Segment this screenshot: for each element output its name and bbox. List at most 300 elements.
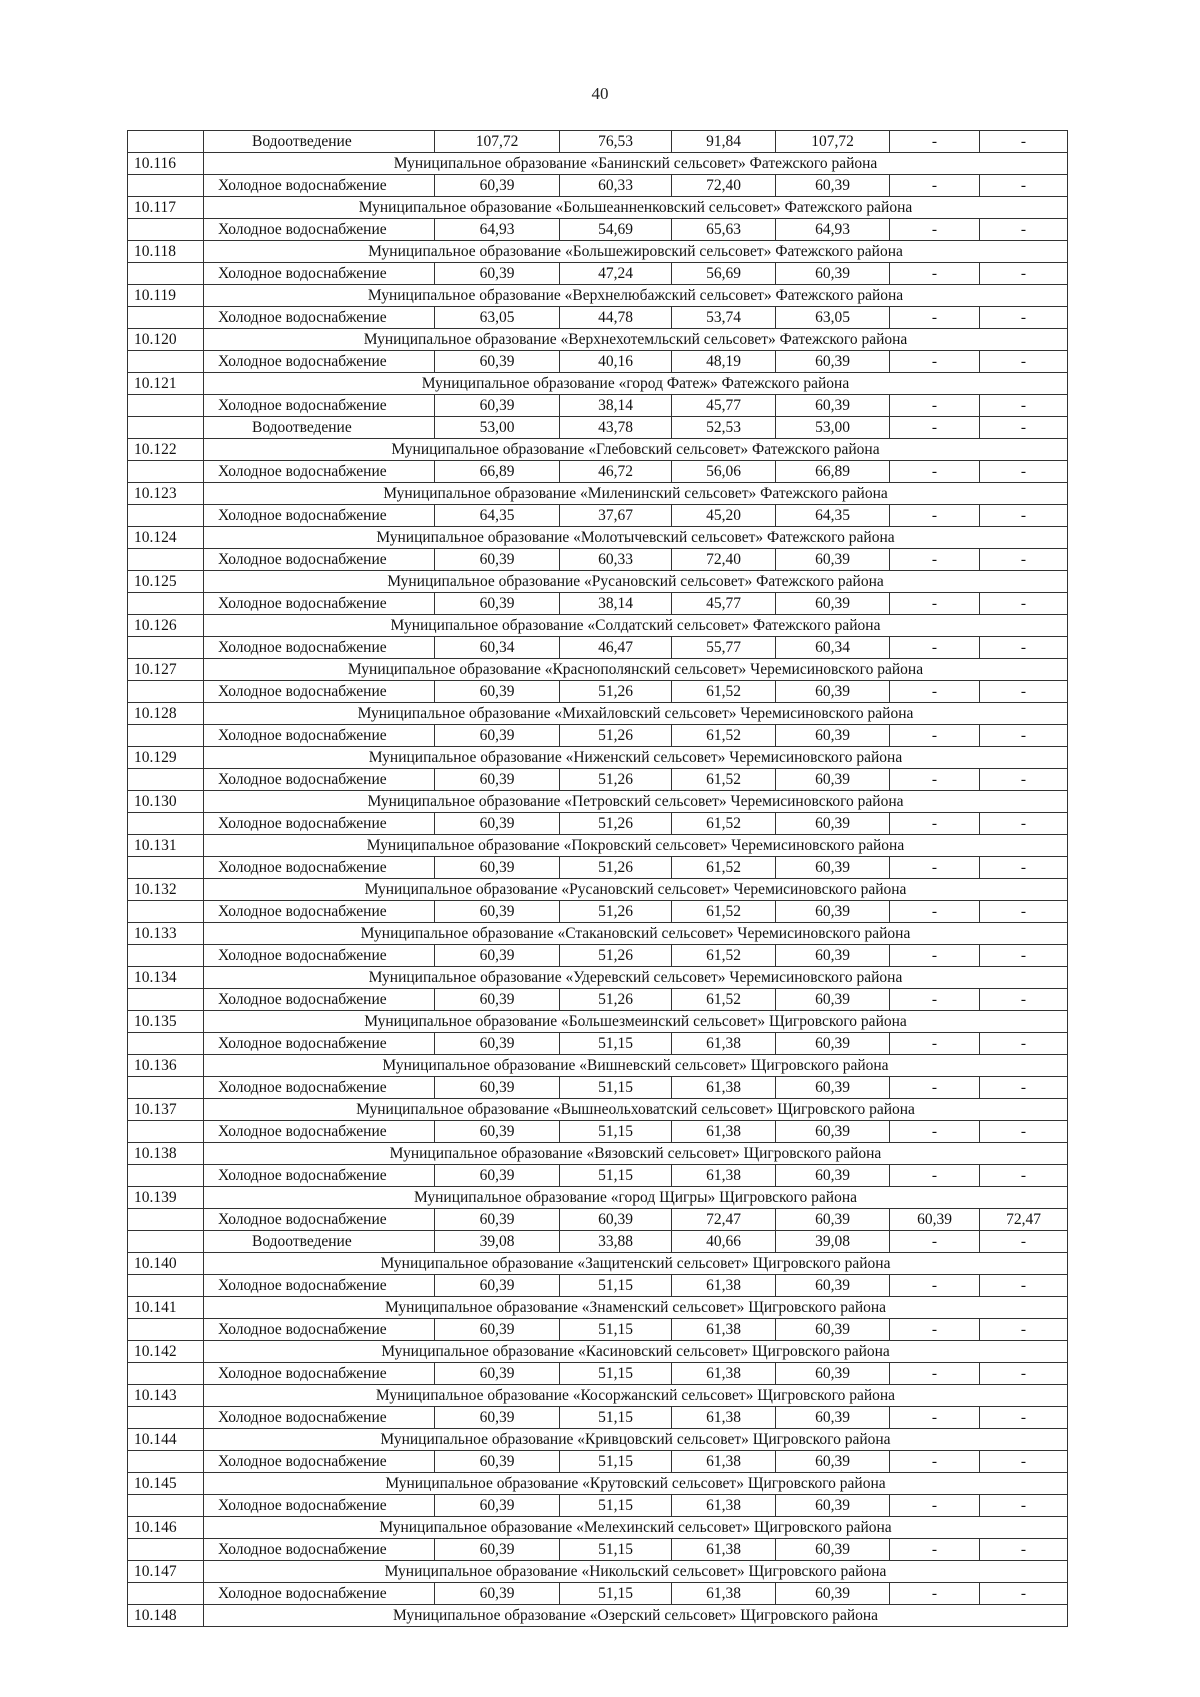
service-row — [128, 1495, 1068, 1517]
municipality-title: Муниципальное образование «Ниженский сельсовет» Черемисиновского района — [204, 747, 1068, 769]
tariff-value-cell: 51,15 — [560, 1121, 672, 1143]
service-row — [128, 989, 1068, 1011]
tariff-value-cell: 60,39 — [776, 1583, 890, 1605]
tariff-value-cell: 60,39 — [776, 1539, 890, 1561]
tariff-value-cell: 51,26 — [560, 813, 672, 835]
tariff-value-cell: 60,39 — [435, 395, 560, 417]
tariff-value-cell: 60,33 — [560, 549, 672, 571]
service-name: Холодное водоснабжение — [204, 1583, 435, 1605]
tariff-value-cell: 51,15 — [560, 1495, 672, 1517]
tariff-value-cell: 60,34 — [435, 637, 560, 659]
tariff-value-cell: 60,39 — [435, 681, 560, 703]
tariff-value-cell: 91,84 — [672, 131, 776, 153]
tariff-value-cell: 61,38 — [672, 1033, 776, 1055]
service-name: Холодное водоснабжение — [204, 593, 435, 615]
tariff-value-cell: 53,00 — [435, 417, 560, 439]
tariff-value-cell: - — [980, 1319, 1068, 1341]
tariff-value-cell: - — [890, 351, 980, 373]
service-name: Холодное водоснабжение — [204, 901, 435, 923]
tariff-value-cell: 60,39 — [776, 549, 890, 571]
tariff-value-cell: - — [980, 1407, 1068, 1429]
tariff-value-cell: 51,26 — [560, 857, 672, 879]
tariff-value-cell: - — [890, 637, 980, 659]
tariff-value-cell: 47,24 — [560, 263, 672, 285]
service-row — [128, 1121, 1068, 1143]
tariff-value-cell: - — [980, 945, 1068, 967]
tariff-value-cell: 46,47 — [560, 637, 672, 659]
municipality-header-row — [128, 329, 1068, 351]
service-name: Холодное водоснабжение — [204, 945, 435, 967]
tariff-value-cell: 60,39 — [776, 1165, 890, 1187]
tariff-value-cell: 60,39 — [435, 945, 560, 967]
row-number — [128, 461, 204, 483]
tariff-value-cell: - — [980, 1033, 1068, 1055]
row-number — [128, 593, 204, 615]
tariff-value-cell: 60,39 — [435, 1077, 560, 1099]
service-name: Холодное водоснабжение — [204, 1165, 435, 1187]
tariff-value-cell: 56,69 — [672, 263, 776, 285]
municipality-title: Муниципальное образование «город Фатеж» Фатежского района — [204, 373, 1068, 395]
municipality-header-row — [128, 439, 1068, 461]
tariff-value-cell: - — [980, 813, 1068, 835]
tariff-value-cell: 61,38 — [672, 1121, 776, 1143]
municipality-title: Муниципальное образование «Вишневский сельсовет» Щигровского района — [204, 1055, 1068, 1077]
tariff-value-cell: 44,78 — [560, 307, 672, 329]
municipality-title: Муниципальное образование «Солдатский сельсовет» Фатежского района — [204, 615, 1068, 637]
municipality-title: Муниципальное образование «Русановский сельсовет» Фатежского района — [204, 571, 1068, 593]
tariff-value-cell: 60,39 — [435, 1539, 560, 1561]
service-row — [128, 1583, 1068, 1605]
service-name: Холодное водоснабжение — [204, 395, 435, 417]
row-number — [128, 637, 204, 659]
municipality-header-row — [128, 1143, 1068, 1165]
tariff-value-cell: 61,52 — [672, 989, 776, 1011]
tariff-value-cell: 60,39 — [435, 351, 560, 373]
service-name: Холодное водоснабжение — [204, 1121, 435, 1143]
row-number: 10.137 — [128, 1099, 204, 1121]
tariff-value-cell: 60,39 — [776, 1275, 890, 1297]
service-row — [128, 1077, 1068, 1099]
service-row — [128, 637, 1068, 659]
municipality-title: Муниципальное образование «Удеревский сельсовет» Черемисиновского района — [204, 967, 1068, 989]
tariff-value-cell: - — [980, 1451, 1068, 1473]
tariff-value-cell: 52,53 — [672, 417, 776, 439]
tariff-value-cell: 33,88 — [560, 1231, 672, 1253]
service-name: Водоотведение — [204, 1231, 435, 1253]
tariff-value-cell: 61,38 — [672, 1077, 776, 1099]
service-name: Холодное водоснабжение — [204, 307, 435, 329]
row-number: 10.139 — [128, 1187, 204, 1209]
row-number — [128, 175, 204, 197]
row-number: 10.117 — [128, 197, 204, 219]
tariff-value-cell: 60,39 — [776, 1121, 890, 1143]
municipality-title: Муниципальное образование «Миленинский сельсовет» Фатежского района — [204, 483, 1068, 505]
tariff-value-cell: - — [980, 901, 1068, 923]
municipality-header-row — [128, 1011, 1068, 1033]
tariff-value-cell: 51,26 — [560, 901, 672, 923]
municipality-header-row — [128, 571, 1068, 593]
service-name: Холодное водоснабжение — [204, 1407, 435, 1429]
row-number — [128, 1451, 204, 1473]
municipality-header-row — [128, 1253, 1068, 1275]
tariff-value-cell: 60,39 — [890, 1209, 980, 1231]
service-row — [128, 1363, 1068, 1385]
row-number — [128, 681, 204, 703]
tariff-value-cell: 60,39 — [776, 945, 890, 967]
row-number: 10.138 — [128, 1143, 204, 1165]
tariff-value-cell: - — [890, 175, 980, 197]
tariff-value-cell: - — [980, 1231, 1068, 1253]
row-number: 10.136 — [128, 1055, 204, 1077]
service-name: Холодное водоснабжение — [204, 1319, 435, 1341]
tariff-value-cell: - — [980, 307, 1068, 329]
tariff-value-cell: 60,39 — [435, 1033, 560, 1055]
tariff-value-cell: - — [980, 681, 1068, 703]
tariff-value-cell: - — [980, 175, 1068, 197]
tariff-value-cell: 60,39 — [776, 725, 890, 747]
tariff-value-cell: 45,77 — [672, 593, 776, 615]
tariff-value-cell: 60,39 — [776, 857, 890, 879]
service-name: Холодное водоснабжение — [204, 1077, 435, 1099]
tariff-value-cell: 61,52 — [672, 857, 776, 879]
tariff-value-cell: - — [890, 1407, 980, 1429]
municipality-header-row — [128, 1297, 1068, 1319]
service-row — [128, 1209, 1068, 1231]
tariff-value-cell: 60,39 — [435, 725, 560, 747]
municipality-header-row — [128, 1561, 1068, 1583]
tariff-value-cell: 60,39 — [776, 1209, 890, 1231]
tariff-value-cell: 60,39 — [776, 351, 890, 373]
service-name: Холодное водоснабжение — [204, 219, 435, 241]
tariff-value-cell: 107,72 — [776, 131, 890, 153]
tariff-value-cell: 51,26 — [560, 945, 672, 967]
service-row — [128, 461, 1068, 483]
row-number: 10.145 — [128, 1473, 204, 1495]
municipality-title: Муниципальное образование «Стакановский сельсовет» Черемисиновского района — [204, 923, 1068, 945]
tariff-value-cell: 66,89 — [435, 461, 560, 483]
tariff-value-cell: 61,52 — [672, 725, 776, 747]
row-number: 10.132 — [128, 879, 204, 901]
tariff-value-cell: - — [980, 1165, 1068, 1187]
row-number: 10.119 — [128, 285, 204, 307]
row-number — [128, 1231, 204, 1253]
row-number: 10.147 — [128, 1561, 204, 1583]
service-name: Холодное водоснабжение — [204, 1495, 435, 1517]
row-number: 10.134 — [128, 967, 204, 989]
row-number: 10.127 — [128, 659, 204, 681]
municipality-title: Муниципальное образование «Озерский сельсовет» Щигровского района — [204, 1605, 1068, 1627]
tariff-value-cell: - — [890, 395, 980, 417]
service-row — [128, 1033, 1068, 1055]
service-name: Холодное водоснабжение — [204, 175, 435, 197]
municipality-header-row — [128, 197, 1068, 219]
tariff-value-cell: 61,38 — [672, 1319, 776, 1341]
tariff-value-cell: - — [980, 417, 1068, 439]
tariff-value-cell: 60,39 — [435, 1583, 560, 1605]
service-row — [128, 1275, 1068, 1297]
tariff-value-cell: 60,39 — [776, 769, 890, 791]
municipality-header-row — [128, 373, 1068, 395]
tariff-value-cell: 60,39 — [560, 1209, 672, 1231]
municipality-header-row — [128, 1473, 1068, 1495]
municipality-header-row — [128, 241, 1068, 263]
tariff-value-cell: - — [890, 549, 980, 571]
row-number — [128, 901, 204, 923]
service-name: Холодное водоснабжение — [204, 1539, 435, 1561]
tariff-value-cell: - — [890, 857, 980, 879]
tariff-value-cell: - — [890, 461, 980, 483]
tariff-value-cell: 64,93 — [776, 219, 890, 241]
tariff-value-cell: - — [980, 1539, 1068, 1561]
tariff-value-cell: 65,63 — [672, 219, 776, 241]
tariff-value-cell: 61,52 — [672, 681, 776, 703]
tariff-value-cell: - — [980, 219, 1068, 241]
row-number: 10.125 — [128, 571, 204, 593]
tariff-value-cell: - — [980, 989, 1068, 1011]
tariff-value-cell: 55,77 — [672, 637, 776, 659]
tariff-value-cell: - — [980, 395, 1068, 417]
tariff-value-cell: - — [980, 505, 1068, 527]
municipality-title: Муниципальное образование «Никольский сельсовет» Щигровского района — [204, 1561, 1068, 1583]
row-number: 10.130 — [128, 791, 204, 813]
municipality-header-row — [128, 285, 1068, 307]
tariff-value-cell: - — [890, 945, 980, 967]
service-name: Холодное водоснабжение — [204, 351, 435, 373]
municipality-title: Муниципальное образование «Вязовский сельсовет» Щигровского района — [204, 1143, 1068, 1165]
tariff-value-cell: 60,39 — [435, 1121, 560, 1143]
tariff-value-cell: 51,15 — [560, 1319, 672, 1341]
tariff-value-cell: - — [890, 417, 980, 439]
service-row — [128, 263, 1068, 285]
tariff-value-cell: 61,38 — [672, 1275, 776, 1297]
municipality-header-row — [128, 703, 1068, 725]
municipality-header-row — [128, 1187, 1068, 1209]
municipality-title: Муниципальное образование «Глебовский сельсовет» Фатежского района — [204, 439, 1068, 461]
tariff-value-cell: 60,39 — [435, 1319, 560, 1341]
tariff-value-cell: 64,35 — [435, 505, 560, 527]
municipality-header-row — [128, 1429, 1068, 1451]
service-name: Холодное водоснабжение — [204, 769, 435, 791]
tariff-value-cell: - — [980, 263, 1068, 285]
row-number — [128, 725, 204, 747]
tariff-value-cell: 51,15 — [560, 1077, 672, 1099]
service-row — [128, 901, 1068, 923]
tariff-value-cell: 107,72 — [435, 131, 560, 153]
tariff-value-cell: 38,14 — [560, 593, 672, 615]
table-body — [128, 131, 1068, 1627]
service-name: Холодное водоснабжение — [204, 1033, 435, 1055]
service-name: Холодное водоснабжение — [204, 263, 435, 285]
tariff-value-cell: - — [890, 1231, 980, 1253]
tariff-value-cell: 51,15 — [560, 1165, 672, 1187]
row-number — [128, 395, 204, 417]
tariff-value-cell: - — [890, 813, 980, 835]
service-name: Водоотведение — [204, 131, 435, 153]
service-name: Холодное водоснабжение — [204, 813, 435, 835]
tariff-value-cell: 46,72 — [560, 461, 672, 483]
tariff-value-cell: 66,89 — [776, 461, 890, 483]
municipality-title: Муниципальное образование «Молотычевский сельсовет» Фатежского района — [204, 527, 1068, 549]
service-name: Холодное водоснабжение — [204, 549, 435, 571]
tariff-value-cell: 60,39 — [776, 175, 890, 197]
row-number: 10.124 — [128, 527, 204, 549]
tariff-value-cell: 60,39 — [435, 989, 560, 1011]
tariff-value-cell: - — [980, 1583, 1068, 1605]
service-row — [128, 131, 1068, 153]
tariff-value-cell: 60,39 — [435, 1407, 560, 1429]
tariff-value-cell: - — [980, 725, 1068, 747]
municipality-title: Муниципальное образование «Вышнеольховатский сельсовет» Щигровского района — [204, 1099, 1068, 1121]
tariff-value-cell: 45,20 — [672, 505, 776, 527]
tariff-value-cell: - — [890, 219, 980, 241]
row-number — [128, 1033, 204, 1055]
row-number: 10.129 — [128, 747, 204, 769]
service-name: Водоотведение — [204, 417, 435, 439]
service-row — [128, 769, 1068, 791]
tariff-value-cell: 54,69 — [560, 219, 672, 241]
row-number: 10.146 — [128, 1517, 204, 1539]
service-row — [128, 813, 1068, 835]
row-number — [128, 1077, 204, 1099]
tariff-value-cell: - — [890, 307, 980, 329]
tariff-value-cell: - — [890, 1033, 980, 1055]
tariff-value-cell: 51,26 — [560, 725, 672, 747]
municipality-title: Муниципальное образование «Банинский сельсовет» Фатежского района — [204, 153, 1068, 175]
tariff-value-cell: - — [980, 461, 1068, 483]
tariff-value-cell: 60,39 — [776, 1407, 890, 1429]
tariff-value-cell: 60,39 — [435, 593, 560, 615]
tariff-value-cell: - — [890, 1275, 980, 1297]
row-number — [128, 945, 204, 967]
row-number — [128, 1495, 204, 1517]
tariff-value-cell: 60,39 — [435, 1165, 560, 1187]
service-name: Холодное водоснабжение — [204, 461, 435, 483]
service-name: Холодное водоснабжение — [204, 505, 435, 527]
tariff-value-cell: 72,47 — [672, 1209, 776, 1231]
municipality-header-row — [128, 483, 1068, 505]
tariff-value-cell: 60,39 — [435, 813, 560, 835]
tariff-value-cell: 61,52 — [672, 769, 776, 791]
tariff-value-cell: 60,33 — [560, 175, 672, 197]
municipality-header-row — [128, 153, 1068, 175]
tariff-value-cell: 60,39 — [776, 263, 890, 285]
municipality-header-row — [128, 1605, 1068, 1627]
row-number: 10.140 — [128, 1253, 204, 1275]
tariff-value-cell: 60,39 — [435, 1495, 560, 1517]
row-number — [128, 1165, 204, 1187]
tariff-value-cell: 60,39 — [776, 1495, 890, 1517]
municipality-header-row — [128, 747, 1068, 769]
municipality-header-row — [128, 1341, 1068, 1363]
tariff-value-cell: 72,40 — [672, 175, 776, 197]
service-row — [128, 1451, 1068, 1473]
tariff-value-cell: - — [890, 1165, 980, 1187]
tariff-value-cell: - — [890, 725, 980, 747]
tariff-value-cell: 60,39 — [435, 901, 560, 923]
tariff-value-cell: - — [890, 901, 980, 923]
service-row — [128, 945, 1068, 967]
tariff-value-cell: - — [980, 1077, 1068, 1099]
row-number: 10.122 — [128, 439, 204, 461]
row-number: 10.143 — [128, 1385, 204, 1407]
tariff-value-cell: - — [890, 1583, 980, 1605]
row-number: 10.148 — [128, 1605, 204, 1627]
row-number: 10.116 — [128, 153, 204, 175]
municipality-header-row — [128, 791, 1068, 813]
tariff-value-cell: 37,67 — [560, 505, 672, 527]
tariff-value-cell: - — [890, 263, 980, 285]
municipality-header-row — [128, 923, 1068, 945]
tariff-value-cell: - — [980, 131, 1068, 153]
tariff-value-cell: - — [980, 1495, 1068, 1517]
tariff-value-cell: - — [890, 1451, 980, 1473]
service-row — [128, 593, 1068, 615]
service-row — [128, 725, 1068, 747]
municipality-title: Муниципальное образование «Защитенский сельсовет» Щигровского района — [204, 1253, 1068, 1275]
service-name: Холодное водоснабжение — [204, 637, 435, 659]
service-name: Холодное водоснабжение — [204, 1451, 435, 1473]
tariff-value-cell: 43,78 — [560, 417, 672, 439]
tariff-value-cell: 61,38 — [672, 1583, 776, 1605]
service-row — [128, 219, 1068, 241]
municipality-title: Муниципальное образование «Петровский сельсовет» Черемисиновского района — [204, 791, 1068, 813]
tariff-value-cell: 45,77 — [672, 395, 776, 417]
tariff-value-cell: 51,26 — [560, 769, 672, 791]
row-number — [128, 813, 204, 835]
tariff-value-cell: 61,38 — [672, 1407, 776, 1429]
tariff-value-cell: 60,39 — [776, 593, 890, 615]
row-number: 10.120 — [128, 329, 204, 351]
tariff-value-cell: 38,14 — [560, 395, 672, 417]
tariff-value-cell: - — [890, 1121, 980, 1143]
municipality-title: Муниципальное образование «Большезмеинский сельсовет» Щигровского района — [204, 1011, 1068, 1033]
tariff-value-cell: 51,15 — [560, 1451, 672, 1473]
municipality-header-row — [128, 615, 1068, 637]
service-row — [128, 307, 1068, 329]
tariff-value-cell: 51,15 — [560, 1407, 672, 1429]
tariff-value-cell: 51,26 — [560, 681, 672, 703]
service-row — [128, 395, 1068, 417]
tariff-value-cell: 60,39 — [435, 175, 560, 197]
row-number: 10.126 — [128, 615, 204, 637]
tariff-value-cell: - — [890, 505, 980, 527]
row-number — [128, 417, 204, 439]
row-number — [128, 769, 204, 791]
tariff-value-cell: - — [980, 593, 1068, 615]
tariff-value-cell: 60,39 — [435, 857, 560, 879]
municipality-title: Муниципальное образование «город Щигры» Щигровского района — [204, 1187, 1068, 1209]
row-number — [128, 219, 204, 241]
tariff-value-cell: 72,40 — [672, 549, 776, 571]
municipality-header-row — [128, 879, 1068, 901]
tariff-value-cell: 60,39 — [776, 681, 890, 703]
municipality-header-row — [128, 1385, 1068, 1407]
row-number: 10.133 — [128, 923, 204, 945]
tariff-value-cell: 61,38 — [672, 1539, 776, 1561]
municipality-header-row — [128, 659, 1068, 681]
municipality-title: Муниципальное образование «Краснополянский сельсовет» Черемисиновского района — [204, 659, 1068, 681]
row-number — [128, 1363, 204, 1385]
row-number — [128, 263, 204, 285]
tariff-value-cell: 60,39 — [435, 263, 560, 285]
tariff-value-cell: 53,74 — [672, 307, 776, 329]
municipality-title: Муниципальное образование «Покровский сельсовет» Черемисиновского района — [204, 835, 1068, 857]
tariff-value-cell: - — [890, 989, 980, 1011]
tariff-value-cell: - — [980, 549, 1068, 571]
tariff-value-cell: 51,15 — [560, 1363, 672, 1385]
tariff-value-cell: 60,39 — [435, 1451, 560, 1473]
page-number: 40 — [591, 84, 609, 103]
